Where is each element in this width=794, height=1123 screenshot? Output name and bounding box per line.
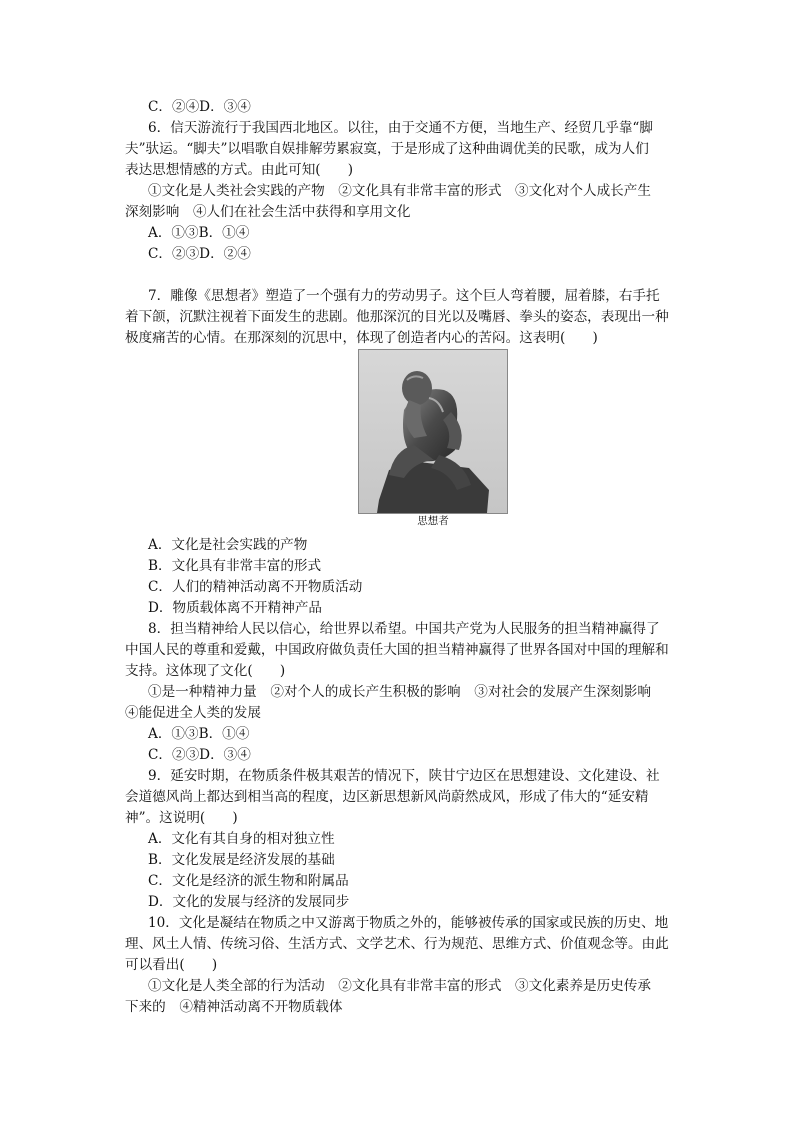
- q9-option-a: A．文化有其自身的相对独立性: [148, 831, 335, 847]
- q10-stem-line1: 10．文化是凝结在物质之中又游离于物质之外的，能够被传承的国家或民族的历史、地: [148, 915, 669, 931]
- q6-stem-line3: 表达思想情感的方式。由此可知( ): [125, 162, 354, 178]
- q6-stem-line1: 6．信天游流行于我国西北地区。以往，由于交通不方便，当地生产、经贸几乎靠“脚: [148, 120, 653, 136]
- q9-option-b: B．文化发展是经济发展的基础: [148, 852, 335, 868]
- q7-stem-line2: 着下颌，沉默注视着下面发生的悲剧。他那深沉的目光以及嘴唇、拳头的姿态，表现出一种: [125, 309, 669, 325]
- q8-statements-line2: ④能促进全人类的发展: [125, 705, 261, 721]
- q8-stem-line2: 中国人民的尊重和爱戴，中国政府做负责任大国的担当精神赢得了世界各国对中国的理解和: [125, 642, 669, 658]
- q6-statements-line2: 深刻影响 ④人们在社会生活中获得和享用文化: [125, 204, 411, 220]
- q7-stem-line3: 极度痛苦的心情。在那深刻的沉思中，体现了创造者内心的苦闷。这表明( ): [125, 330, 598, 346]
- q9-stem-line3: 神”。这说明( ): [125, 810, 238, 826]
- q7-stem-line1: 7．雕像《思想者》塑造了一个强有力的劳动男子。这个巨人弯着腰，屈着膝，右手托: [148, 288, 660, 304]
- q9-option-d: D．文化的发展与经济的发展同步: [148, 894, 350, 910]
- figure-caption: 思想者: [417, 515, 449, 527]
- q8-stem-line1: 8．担当精神给人民以信心，给世界以希望。中国共产党为人民服务的担当精神赢得了: [148, 621, 660, 637]
- q10-statements-line1: ①文化是人类全部的行为活动 ②文化具有非常丰富的形式 ③文化素养是历史传承: [148, 978, 651, 994]
- q10-stem-line2: 理、风土人情、传统习俗、生活方式、文学艺术、行为规范、思维方式、价值观念等。由此: [125, 936, 669, 952]
- q8-stem-line3: 支持。这体现了文化( ): [125, 663, 286, 679]
- q7-option-a: A．文化是社会实践的产物: [148, 537, 308, 553]
- q8-options-cd: C．②③D．③④: [148, 747, 251, 763]
- q6-options-ab: A．①③B．①④: [148, 225, 250, 241]
- thinker-sculpture-image: [358, 349, 508, 514]
- q7-option-b: B．文化具有非常丰富的形式: [148, 558, 322, 574]
- q7-option-d: D．物质载体离不开精神产品: [148, 600, 323, 616]
- q6-options-cd: C．②③D．②④: [148, 246, 251, 262]
- q6-statements-line1: ①文化是人类社会实践的产物 ②文化具有非常丰富的形式 ③文化对个人成长产生: [148, 183, 651, 199]
- q6-stem-line2: 夫”驮运。“脚夫”以唱歌自娱排解劳累寂寞，于是形成了这种曲调优美的民歌，成为人们: [125, 141, 649, 157]
- q10-stem-line3: 可以看出( ): [125, 957, 218, 973]
- q9-option-c: C．文化是经济的派生物和附属品: [148, 873, 349, 889]
- thinker-sculpture-icon: [359, 350, 507, 513]
- q5-options-cd: C．②④D．③④: [148, 99, 251, 115]
- q7-option-c: C．人们的精神活动离不开物质活动: [148, 579, 363, 595]
- q9-stem-line1: 9．延安时期，在物质条件极其艰苦的情况下，陕甘宁边区在思想建设、文化建设、社: [148, 768, 660, 784]
- q8-statements-line1: ①是一种精神力量 ②对个人的成长产生积极的影响 ③对社会的发展产生深刻影响: [148, 684, 651, 700]
- q8-options-ab: A．①③B．①④: [148, 726, 250, 742]
- q9-stem-line2: 会道德风尚上都达到相当高的程度，边区新思想新风尚蔚然成风，形成了伟大的“延安精: [125, 789, 649, 805]
- q10-statements-line2: 下来的 ④精神活动离不开物质载体: [125, 999, 343, 1015]
